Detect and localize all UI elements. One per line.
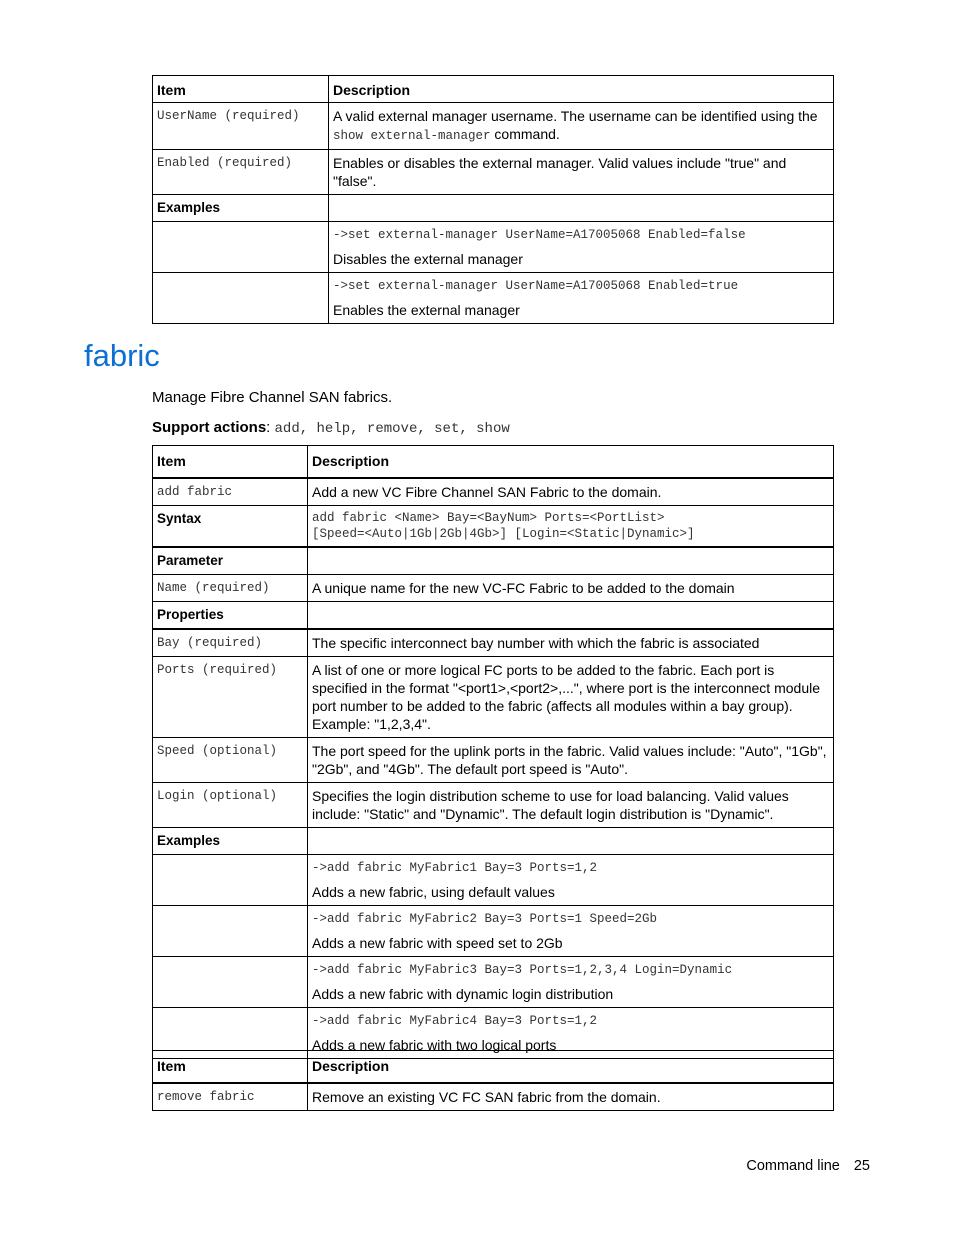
syntax-row bbox=[153, 506, 834, 548]
empty-cell bbox=[308, 602, 834, 630]
syntax-label: Syntax bbox=[153, 506, 308, 548]
description-cell bbox=[329, 103, 834, 150]
example-row bbox=[153, 855, 834, 906]
description-cell: Specifies the login distribution scheme to use for load balancing. Valid values include: "Static" and "Dynamic". The default login distribution is "Dynamic". bbox=[308, 783, 834, 828]
example-cell bbox=[308, 957, 834, 1008]
empty-cell bbox=[153, 273, 329, 324]
example-text: Enables the external manager bbox=[333, 302, 520, 318]
syntax-line: add fabric <Name> Bay=<BayNum> Ports=<PortList> bbox=[312, 511, 665, 525]
description-cell: Enables or disables the external manager. Valid values include "true" and "false". bbox=[329, 150, 834, 195]
syntax-line: [Speed=<Auto|1Gb|2Gb|4Gb>] [Login=<Static|Dynamic>] bbox=[312, 527, 695, 541]
properties-row bbox=[153, 602, 834, 630]
item-cell: Ports (required) bbox=[153, 657, 308, 738]
remove-fabric-table bbox=[152, 1050, 834, 1111]
properties-label: Properties bbox=[153, 602, 308, 630]
table-row bbox=[153, 629, 834, 657]
item-cell: Bay (required) bbox=[153, 629, 308, 657]
support-actions-line bbox=[152, 419, 510, 437]
parameter-label: Parameter bbox=[153, 547, 308, 575]
table-row bbox=[153, 657, 834, 738]
example-code: ->add fabric MyFabric3 Bay=3 Ports=1,2,3,4 Login=Dynamic bbox=[312, 963, 733, 977]
table-row bbox=[153, 738, 834, 783]
item-cell: UserName (required) bbox=[153, 103, 329, 150]
table-row bbox=[153, 103, 834, 150]
empty-cell bbox=[308, 828, 834, 855]
example-code: ->add fabric MyFabric4 Bay=3 Ports=1,2 bbox=[312, 1014, 598, 1028]
header-item: Item bbox=[153, 446, 308, 479]
add-fabric-table bbox=[152, 445, 834, 1059]
support-actions-list: add, help, remove, set, show bbox=[274, 421, 510, 437]
table-row bbox=[153, 575, 834, 602]
header-description: Description bbox=[329, 76, 834, 103]
empty-cell bbox=[153, 906, 308, 957]
header-description: Description bbox=[308, 1051, 834, 1084]
empty-cell bbox=[153, 855, 308, 906]
item-cell: Enabled (required) bbox=[153, 150, 329, 195]
section-intro: Manage Fibre Channel SAN fabrics. bbox=[152, 389, 393, 406]
example-cell bbox=[329, 222, 834, 273]
section-title: fabric bbox=[84, 338, 160, 373]
empty-cell bbox=[153, 957, 308, 1008]
description-text: A valid external manager username. The username can be identified using the bbox=[333, 108, 818, 124]
example-text: Adds a new fabric, using default values bbox=[312, 884, 555, 900]
example-row bbox=[153, 957, 834, 1008]
parameter-row bbox=[153, 547, 834, 575]
empty-cell bbox=[308, 547, 834, 575]
description-text: command. bbox=[490, 126, 560, 142]
empty-cell bbox=[329, 195, 834, 222]
example-code: ->set external-manager UserName=A17005068 Enabled=true bbox=[333, 279, 739, 293]
table-row bbox=[153, 1083, 834, 1111]
table-row bbox=[153, 783, 834, 828]
example-cell bbox=[329, 273, 834, 324]
description-cell: Remove an existing VC FC SAN fabric from the domain. bbox=[308, 1083, 834, 1111]
description-cell: Add a new VC Fibre Channel SAN Fabric to the domain. bbox=[308, 478, 834, 506]
example-text: Adds a new fabric with two logical ports bbox=[312, 1037, 557, 1053]
page-number: 25 bbox=[853, 1158, 870, 1174]
item-cell: add fabric bbox=[153, 478, 308, 506]
table-header-row bbox=[153, 76, 834, 103]
example-row bbox=[153, 906, 834, 957]
example-code: ->add fabric MyFabric1 Bay=3 Ports=1,2 bbox=[312, 861, 598, 875]
table-header-row bbox=[153, 1051, 834, 1084]
example-cell bbox=[308, 855, 834, 906]
empty-cell bbox=[153, 222, 329, 273]
example-row bbox=[153, 222, 834, 273]
item-cell: Speed (optional) bbox=[153, 738, 308, 783]
footer-label: Command line bbox=[746, 1158, 840, 1174]
examples-label: Examples bbox=[153, 195, 329, 222]
external-manager-table bbox=[152, 75, 834, 324]
examples-row bbox=[153, 828, 834, 855]
table-header-row bbox=[153, 446, 834, 479]
item-cell: Name (required) bbox=[153, 575, 308, 602]
item-cell: remove fabric bbox=[153, 1083, 308, 1111]
support-actions-colon: : bbox=[266, 419, 275, 436]
examples-row bbox=[153, 195, 834, 222]
table-row bbox=[153, 150, 834, 195]
item-cell: Login (optional) bbox=[153, 783, 308, 828]
example-cell bbox=[308, 906, 834, 957]
support-actions-label: Support actions bbox=[152, 419, 267, 436]
example-text: Adds a new fabric with dynamic login distribution bbox=[312, 986, 614, 1002]
description-cell: A list of one or more logical FC ports to be added to the fabric. Each port is specified in the format "<port1>,<port2>,...", where port is the interconnect module port number to be added to the fabric (affects all modules within a bay group). Example: "1,2,3,4". bbox=[308, 657, 834, 738]
syntax-cell bbox=[308, 506, 834, 548]
example-row bbox=[153, 273, 834, 324]
examples-label: Examples bbox=[153, 828, 308, 855]
example-text: Disables the external manager bbox=[333, 251, 523, 267]
description-cell: The specific interconnect bay number with which the fabric is associated bbox=[308, 629, 834, 657]
example-text: Adds a new fabric with speed set to 2Gb bbox=[312, 935, 563, 951]
description-cell: A unique name for the new VC-FC Fabric to be added to the domain bbox=[308, 575, 834, 602]
example-code: ->set external-manager UserName=A17005068 Enabled=false bbox=[333, 228, 746, 242]
description-cell: The port speed for the uplink ports in the fabric. Valid values include: "Auto", "1Gb", "2Gb", and "4Gb". The default port speed is "Auto". bbox=[308, 738, 834, 783]
header-item: Item bbox=[153, 76, 329, 103]
table-row bbox=[153, 478, 834, 506]
example-code: ->add fabric MyFabric2 Bay=3 Ports=1 Speed=2Gb bbox=[312, 912, 658, 926]
header-item: Item bbox=[153, 1051, 308, 1084]
inline-code: show external-manager bbox=[333, 129, 491, 143]
header-description: Description bbox=[308, 446, 834, 479]
page-footer bbox=[746, 1158, 870, 1174]
